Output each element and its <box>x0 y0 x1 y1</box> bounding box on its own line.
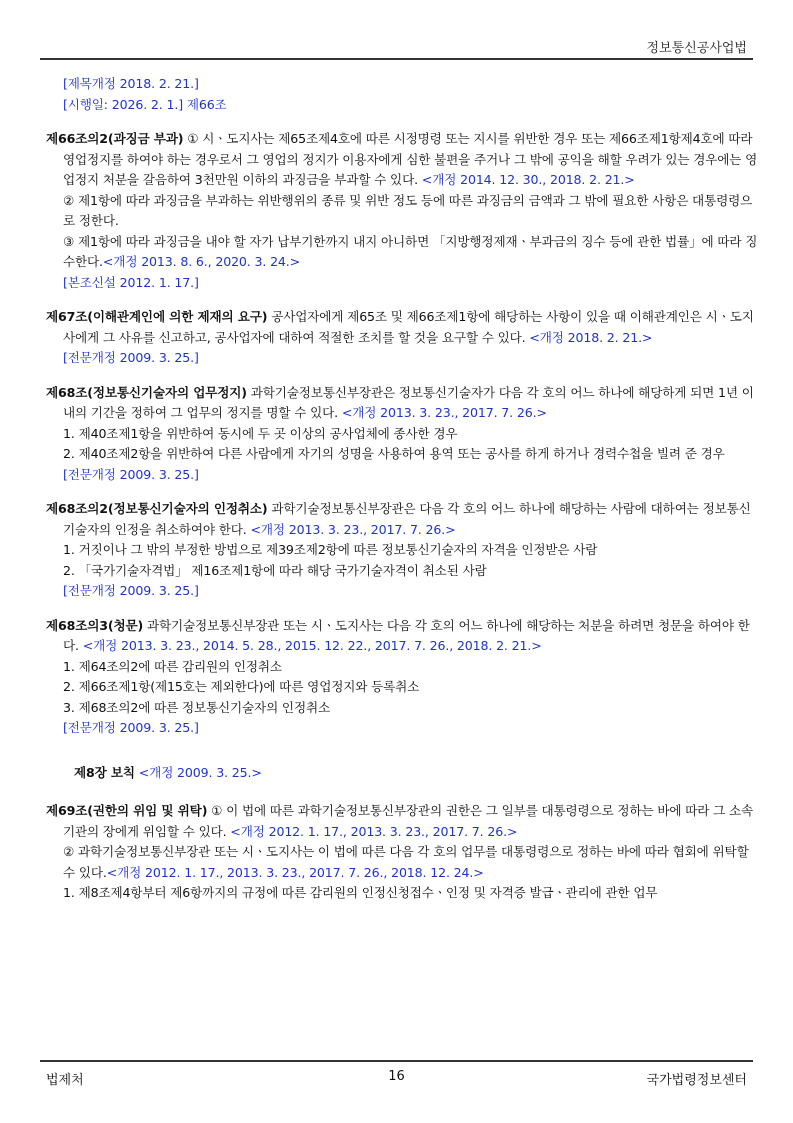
paragraph-text: ① 이 법에 따른 과학기술정보통신부장관의 권한은 그 일부를 대통령령으로 정하는 바에 따라 그 소속 기관의 장에게 위임할 수 있다. <box>63 803 754 839</box>
revision-note: <개정 2013. 3. 23., 2014. 5. 28., 2015. 12. 22., 2017. 7. 26., 2018. 2. 21.> <box>78 638 542 653</box>
article-66-2 <box>46 129 758 191</box>
article-68 <box>46 383 758 424</box>
paragraph-3 <box>46 232 758 273</box>
article-67 <box>46 307 758 348</box>
article-title: 제66조의2(과징금 부과) <box>46 131 184 146</box>
revision-note: <개정 2018. 2. 21.> <box>525 329 653 345</box>
list-item: 1. 제8조제4항부터 제6항까지의 규정에 따른 감리원의 인정신청접수ㆍ인정 및 자격증 발급ㆍ관리에 관한 업무 <box>63 885 658 900</box>
article-text: 공사업자에게 제65조 및 제66조제1항에 해당하는 사항이 있을 때 이해관계인은 시ㆍ도지사에게 그 사유를 신고하고, 공사업자에 대하여 적절한 조치를 할 것을 요구할 수 있다. <box>63 309 754 345</box>
article-title: 제68조의3(청문) <box>46 617 144 633</box>
article-text: 과학기술정보통신부장관은 다음 각 호의 어느 하나에 해당하는 사람에 대하여는 정보통신기술자의 인정을 취소하여야 한다. <box>63 501 751 537</box>
title-amendment-note: [제목개정 2018. 2. 21.] <box>63 76 199 91</box>
list-item: 1. 제40조제1항을 위반하여 동시에 두 곳 이상의 공사업체에 종사한 경우 <box>63 425 458 441</box>
list-item: 1. 거짓이나 그 밖의 부정한 방법으로 제39조제2항에 따른 정보통신기술자의 자격을 인정받은 사람 <box>63 542 598 557</box>
header-divider <box>40 58 753 60</box>
article-note: [전문개정 2009. 3. 25.] <box>63 466 199 482</box>
article-text: 과학기술정보통신부장관은 정보통신기술자가 다음 각 호의 어느 하나에 해당하게 되면 1년 이내의 기간을 정하여 그 업무의 정지를 명할 수 있다. <box>63 384 754 420</box>
article-68-3 <box>46 616 758 657</box>
paragraph-2: ② 제1항에 따라 과징금을 부과하는 위반행위의 종류 및 위반 정도 등에 따른 과징금의 금액과 그 밖에 필요한 사항은 대통령령으로 정한다. <box>63 192 753 228</box>
document-body <box>46 74 758 904</box>
article-title: 제69조(권한의 위임 및 위탁) <box>46 803 208 818</box>
paragraph-2 <box>46 842 758 883</box>
revision-note: <개정 2014. 12. 30., 2018. 2. 21.> <box>417 172 635 187</box>
footer-source: 국가법령정보센터 <box>646 1073 747 1088</box>
footer-divider <box>40 1060 753 1062</box>
list-item: 3. 제68조의2에 따른 정보통신기술자의 인정취소 <box>63 699 330 715</box>
chapter-title: 제8장 보칙 <box>74 764 135 780</box>
revision-note: <개정 2013. 3. 23., 2017. 7. 26.> <box>338 405 547 420</box>
revision-note: <개정 2013. 8. 6., 2020. 3. 24.> <box>102 254 301 269</box>
article-title: 제67조(이해관계인에 의한 제재의 요구) <box>46 309 268 324</box>
paragraph-text: ① 시ㆍ도지사는 제65조제4호에 따른 시정명령 또는 지시를 위반한 경우 또는 제66조제1항제4호에 따라 영업정지를 하여야 하는 경우로서 그 영업의 정지가 이용자에게 심한 불편을 주거나 그 밖에 공익을 해할 우려가 있는 경우에는 영업정지 처분을 갈음하여 3천만원 이하의 과징금을 부과할 수 있다. <box>63 131 758 187</box>
article-text: 과학기술정보통신부장관 또는 시ㆍ도지사는 다음 각 호의 어느 하나에 해당하는 처분을 하려면 청문을 하여야 한다. <box>63 617 750 653</box>
page-number: 16 <box>388 1069 405 1084</box>
revision-note: <개정 2012. 1. 17., 2013. 3. 23., 2017. 7. 26., 2018. 12. 24.> <box>106 864 484 880</box>
paragraph-text: ③ 제1항에 따라 과징금을 내야 할 자가 납부기한까지 내지 아니하면 「지방행정제재ㆍ부과금의 징수 등에 관한 법률」에 따라 징수한다. <box>63 233 758 269</box>
list-item: 2. 제40조제2항을 위반하여 다른 사람에게 자기의 성명을 사용하여 용역 또는 공사를 하게 하거나 경력수첩을 빌려 준 경우 <box>63 446 725 461</box>
article-68-2 <box>46 499 758 540</box>
article-title: 제68조의2(정보통신기술자의 인정취소) <box>46 501 268 516</box>
article-69 <box>46 801 758 842</box>
chapter-heading <box>46 763 758 784</box>
list-item: 2. 「국가기술자격법」 제16조제1항에 따라 해당 국가기술자격이 취소된 사람 <box>63 562 487 578</box>
revision-note: <개정 2012. 1. 17., 2013. 3. 23., 2017. 7. 26.> <box>226 823 518 839</box>
footer-publisher: 법제처 <box>46 1073 84 1088</box>
article-title: 제68조(정보통신기술자의 업무정지) <box>46 384 247 400</box>
article-note: [전문개정 2009. 3. 25.] <box>63 583 199 598</box>
paragraph-text: ② 과학기술정보통신부장관 또는 시ㆍ도지사는 이 법에 따른 다음 각 호의 업무를 대통령령으로 정하는 바에 따라 협회에 위탁할 수 있다. <box>63 844 749 880</box>
article-note: [전문개정 2009. 3. 25.] <box>63 350 199 365</box>
list-item: 2. 제66조제1항(제15호는 제외한다)에 따른 영업정지와 등록취소 <box>63 679 420 694</box>
revision-note: <개정 2009. 3. 25.> <box>134 764 262 780</box>
document-title: 정보통신공사업법 <box>646 41 747 56</box>
revision-note: <개정 2013. 3. 23., 2017. 7. 26.> <box>246 521 456 537</box>
article-note: [본조신설 2012. 1. 17.] <box>63 274 199 290</box>
effective-date-note: [시행일: 2026. 2. 1.] 제66조 <box>63 96 227 112</box>
article-note: [전문개정 2009. 3. 25.] <box>63 720 199 735</box>
list-item: 1. 제64조의2에 따른 감리원의 인정취소 <box>63 658 282 674</box>
